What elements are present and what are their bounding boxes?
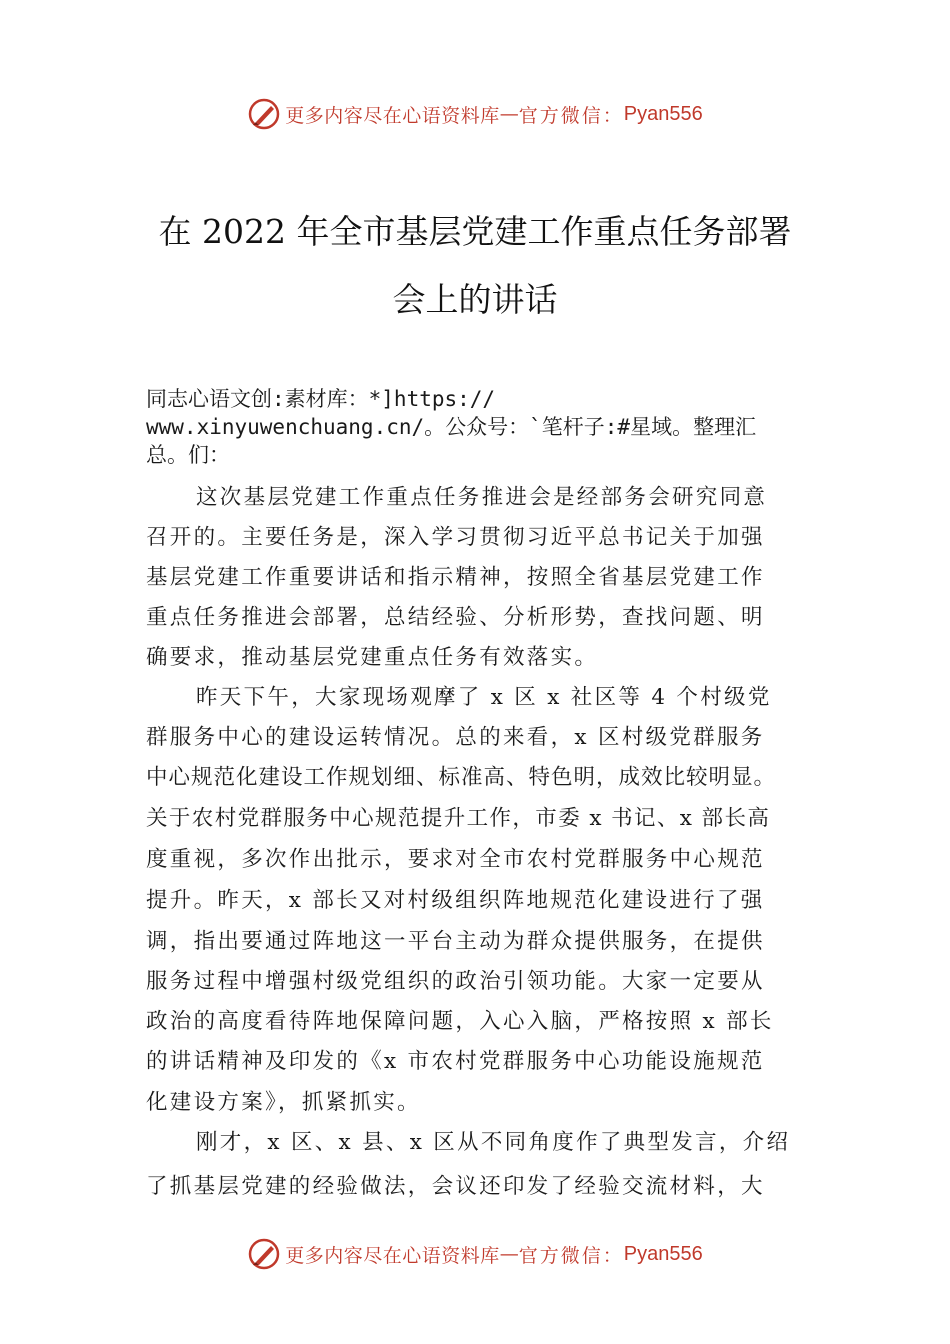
watermark-header <box>0 96 950 132</box>
body-line: 重点任务推进会部署，总结经验、分析形势，查找问题、明 <box>146 605 765 630</box>
watermark-wechat-label: 官方微信： <box>518 104 624 127</box>
body-line: 政治的高度看待阵地保障问题，入心入脑，严格按照 x 部长 <box>146 1009 774 1034</box>
watermark-main-text: 更多内容尽在心语资料库 <box>285 104 500 127</box>
body-line: 服务过程中增强村级党组织的政治引领功能。大家一定要从 <box>146 969 765 994</box>
watermark-wechat-id: Pyan556 <box>623 102 703 125</box>
document-title-line-2: 会上的讲话 <box>392 280 558 319</box>
source-line-2: www.xinyuwenchuang.cn/。公众号：`笔杆子:#星域。整理汇 <box>146 415 757 439</box>
body-line: 调，指出要通过阵地这一平台主动为群众提供服务，在提供 <box>146 929 765 954</box>
body-line: 的讲话精神及印发的《x 市农村党群服务中心功能设施规范 <box>146 1049 765 1074</box>
body-line: 昨天下午，大家现场观摩了 x 区 x 社区等 4 个村级党 <box>196 685 772 710</box>
watermark-footer <box>0 1236 950 1272</box>
body-line: 群服务中心的建设运转情况。总的来看，x 区村级党群服务 <box>146 725 765 750</box>
body-line: 度重视，多次作出批示，要求对全市农村党群服务中心规范 <box>146 847 765 872</box>
source-line-1: 同志心语文创:素材库：*]https:// <box>146 387 496 411</box>
body-line: 中心规范化建设工作规划细、标准高、特色明，成效比较明显。 <box>146 765 777 790</box>
source-line-3: 总。们： <box>146 443 230 467</box>
body-line: 召开的。主要任务是，深入学习贯彻习近平总书记关于加强 <box>146 525 765 550</box>
body-line: 关于农村党群服务中心规范提升工作，市委 x 书记、x 部长高 <box>146 806 771 831</box>
body-line: 这次基层党建工作重点任务推进会是经部务会研究同意 <box>196 485 768 510</box>
body-line: 提升。昨天，x 部长又对村级组织阵地规范化建设进行了强 <box>146 888 765 913</box>
document-title-line-1: 在 2022 年全市基层党建工作重点任务部署 <box>158 212 792 251</box>
body-line: 刚才，x 区、x 县、x 区从不同角度作了典型发言，介绍 <box>196 1130 791 1155</box>
body-line: 了抓基层党建的经验做法，会议还印发了经验交流材料，大 <box>146 1174 765 1199</box>
body-line: 化建设方案》，抓紧抓实。 <box>146 1090 421 1115</box>
watermark-wechat-label: 官方微信： <box>518 1244 624 1267</box>
watermark-main-text: 更多内容尽在心语资料库 <box>285 1244 500 1267</box>
pen-logo-icon <box>247 97 281 131</box>
watermark-separator: — <box>499 103 519 125</box>
body-line: 基层党建工作重要讲话和指示精神，按照全省基层党建工作 <box>146 565 765 590</box>
pen-logo-icon <box>247 1237 281 1271</box>
watermark-separator: — <box>499 1243 519 1265</box>
watermark-wechat-id: Pyan556 <box>623 1242 703 1265</box>
body-line: 确要求，推动基层党建重点任务有效落实。 <box>146 645 599 670</box>
